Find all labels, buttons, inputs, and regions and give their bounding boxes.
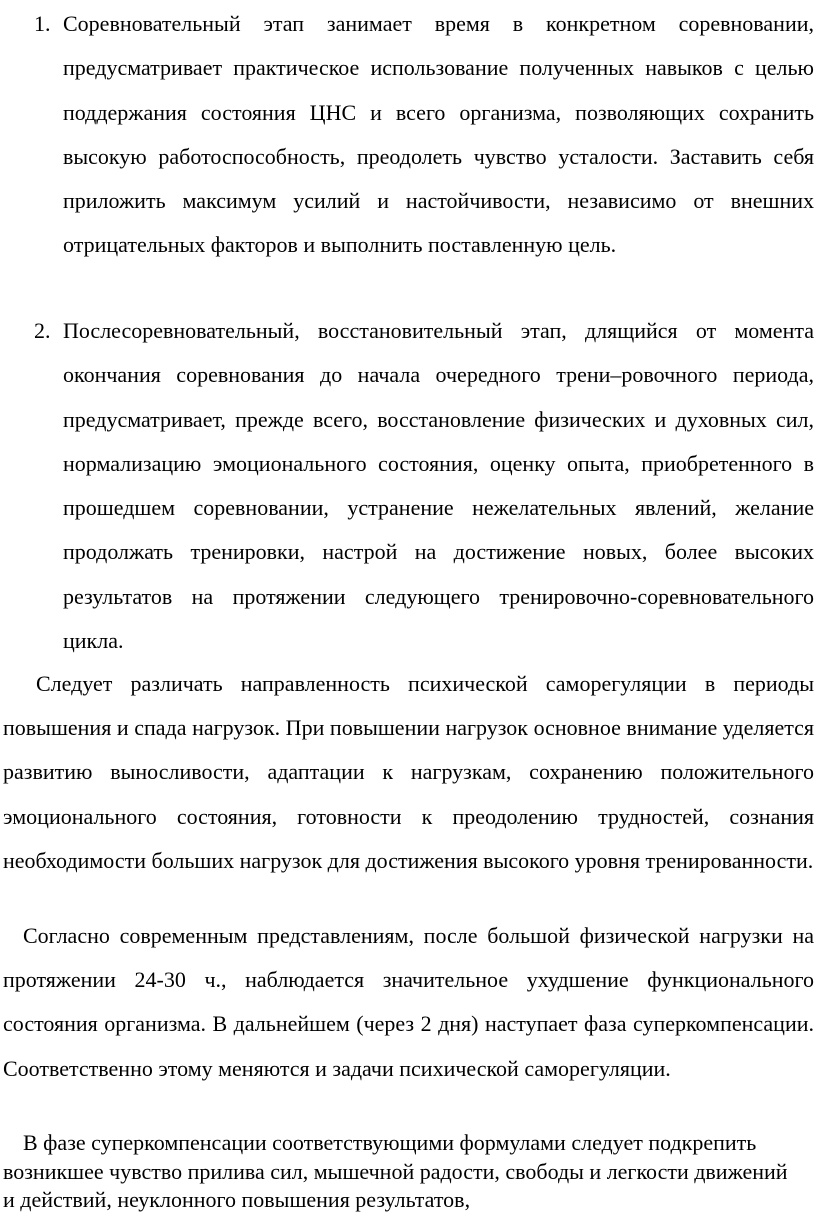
body-paragraph: В фазе суперкомпенсации соответствующими формулами следует подкрепить возникшее чувство прилива сил, мышечной радости, свободы и легкости движений и действий, неуклонного повышения результатов,	[3, 1130, 788, 1212]
list-item-text: Соревновательный этап занимает время в конкретном соревновании, предусматривает практическое использование полученных навыков с целью поддержания состояния ЦНС и всего организма, позволяющих сохранить высокую работоспособность, преодолеть чувство усталости. Заставить себя приложить максимум усилий и настойчивости, независимо от внешних отрицательных факторов и выполнить поставленную цель.	[63, 11, 814, 258]
list-item-text: Послесоревновательный, восстановительный этап, длящийся от момента окончания соревнования до начала очередного трени–ровочного периода, предусматривает, прежде всего, восстановление физических и духовных сил, нормализацию эмоционального состояния, оценку опыта, приобретенного в прошедшем соревновании, устранение нежелательных явлений, желание продолжать тренировки, настрой на достижение новых, более высоких результатов на протяжении следующего тренировочно-соревновательного цикла.	[63, 318, 814, 654]
body-paragraph: Согласно современным представлениям, после большой физической нагрузки на протяжении 24-30 ч., наблюдается значительное ухудшение функционального состояния организма. В дальнейшем (через 2 дня) наступает фаза суперкомпенсации. Соответственно этому меняются и задачи психической саморегуляции.	[3, 923, 814, 1081]
body-paragraph: Следует различать направленность психической саморегуляции в периоды повышения и спада нагрузок. При повышении нагрузок основное внимание уделяется развитию выносливости, адаптации к нагрузкам, сохранению положительного эмоционального состояния, готовности к преодолению трудностей, сознания необходимости больших нагрузок для достижения высокого уровня тренированности.	[3, 671, 814, 873]
list-number: 1.	[34, 11, 51, 36]
list-number: 2.	[34, 318, 51, 343]
